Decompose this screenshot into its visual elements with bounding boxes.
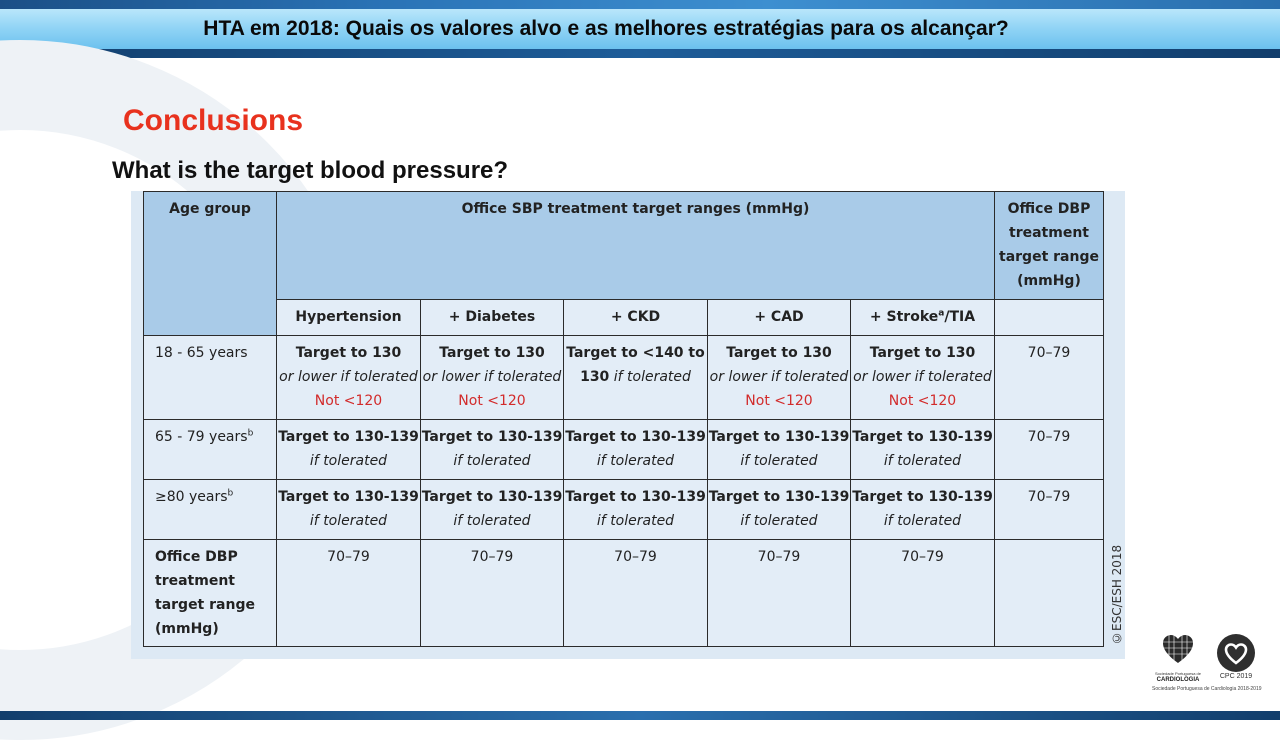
bottom-bar bbox=[0, 711, 1280, 720]
cell-r1-dbp: 70–79 bbox=[995, 336, 1104, 420]
banner-bottom-edge bbox=[0, 49, 1280, 58]
copyright-note: ©ESC/ESH 2018 bbox=[1110, 544, 1124, 645]
cell-r1-hypertension: Target to 130 or lower if tolerated Not <120 bbox=[277, 336, 421, 420]
cell-r4-empty bbox=[995, 540, 1104, 647]
cell-r3-cad: Target to 130-139 if tolerated bbox=[708, 480, 851, 540]
spc-logo-small-text: Sociedade Portuguesa de bbox=[1154, 671, 1202, 676]
footer-note: Sociedade Portuguesa de Cardiologia 2018-2019 bbox=[1152, 686, 1262, 692]
cell-r2-ckd: Target to 130-139 if tolerated bbox=[564, 420, 708, 480]
cell-r4-ckd: 70–79 bbox=[564, 540, 708, 647]
cell-r2-stroke: Target to 130-139 if tolerated bbox=[851, 420, 995, 480]
age-65-79: 65 - 79 years$^b$ bbox=[144, 420, 277, 480]
cell-r3-diabetes: Target to 130-139 if tolerated bbox=[421, 480, 564, 540]
cell-r3-stroke: Target to 130-139 if tolerated bbox=[851, 480, 995, 540]
cell-r1-ckd: Target to <140 to 130 if tolerated bbox=[564, 336, 708, 420]
cell-r4-stroke: 70–79 bbox=[851, 540, 995, 647]
cell-r3-dbp: 70–79 bbox=[995, 480, 1104, 540]
row-label-office-dbp: Office DBP treatment target range (mmHg) bbox=[144, 540, 277, 647]
cell-r1-cad: Target to 130 or lower if tolerated Not <120 bbox=[708, 336, 851, 420]
cell-r2-hypertension: Target to 130-139 if tolerated bbox=[277, 420, 421, 480]
slide-heading: Conclusions bbox=[123, 104, 304, 137]
table-row bbox=[144, 336, 1104, 420]
header-age-group: Age group bbox=[144, 192, 277, 336]
cell-r3-ckd: Target to 130-139 if tolerated bbox=[564, 480, 708, 540]
spc-logo bbox=[1150, 632, 1206, 684]
cell-r2-dbp: 70–79 bbox=[995, 420, 1104, 480]
presentation-title: HTA em 2018: Quais os valores alvo e as melhores estratégias para os alcançar? bbox=[203, 17, 1009, 40]
subheader-hypertension: Hypertension bbox=[277, 300, 421, 336]
table-row bbox=[144, 480, 1104, 540]
subheader-ckd: + CKD bbox=[564, 300, 708, 336]
age-18-65: 18 - 65 years bbox=[144, 336, 277, 420]
subheader-stroke-tia: + Stroke$^a$/TIA bbox=[851, 300, 995, 336]
heart-grid-icon bbox=[1161, 632, 1195, 666]
cpc-circle-icon bbox=[1217, 634, 1255, 672]
bp-target-table bbox=[143, 191, 1104, 647]
heart-outline-icon bbox=[1217, 634, 1255, 672]
cell-r1-stroke: Target to 130 or lower if tolerated Not <120 bbox=[851, 336, 995, 420]
subheader-diabetes: + Diabetes bbox=[421, 300, 564, 336]
cell-r1-diabetes: Target to 130 or lower if tolerated Not <120 bbox=[421, 336, 564, 420]
cell-r2-cad: Target to 130-139 if tolerated bbox=[708, 420, 851, 480]
age-80-plus: ≥80 years$^b$ bbox=[144, 480, 277, 540]
cell-r2-diabetes: Target to 130-139 if tolerated bbox=[421, 420, 564, 480]
table-row bbox=[144, 420, 1104, 480]
cell-r4-hypertension: 70–79 bbox=[277, 540, 421, 647]
header-sbp-targets: Office SBP treatment target ranges (mmHg) bbox=[277, 192, 995, 300]
cpc-logo-text: CPC 2019 bbox=[1219, 673, 1253, 680]
table-row bbox=[144, 540, 1104, 647]
header-dbp-target: Office DBP treatment target range (mmHg) bbox=[995, 192, 1104, 300]
top-banner bbox=[0, 0, 1280, 58]
cell-r4-cad: 70–79 bbox=[708, 540, 851, 647]
cpc-logo bbox=[1214, 634, 1258, 682]
spc-logo-name: CARDIOLOGIA bbox=[1156, 677, 1200, 683]
slide-subheading: What is the target blood pressure? bbox=[112, 157, 509, 184]
subheader-cad: + CAD bbox=[708, 300, 851, 336]
cell-r3-hypertension: Target to 130-139 if tolerated bbox=[277, 480, 421, 540]
cell-r4-diabetes: 70–79 bbox=[421, 540, 564, 647]
subheader-empty bbox=[995, 300, 1104, 336]
